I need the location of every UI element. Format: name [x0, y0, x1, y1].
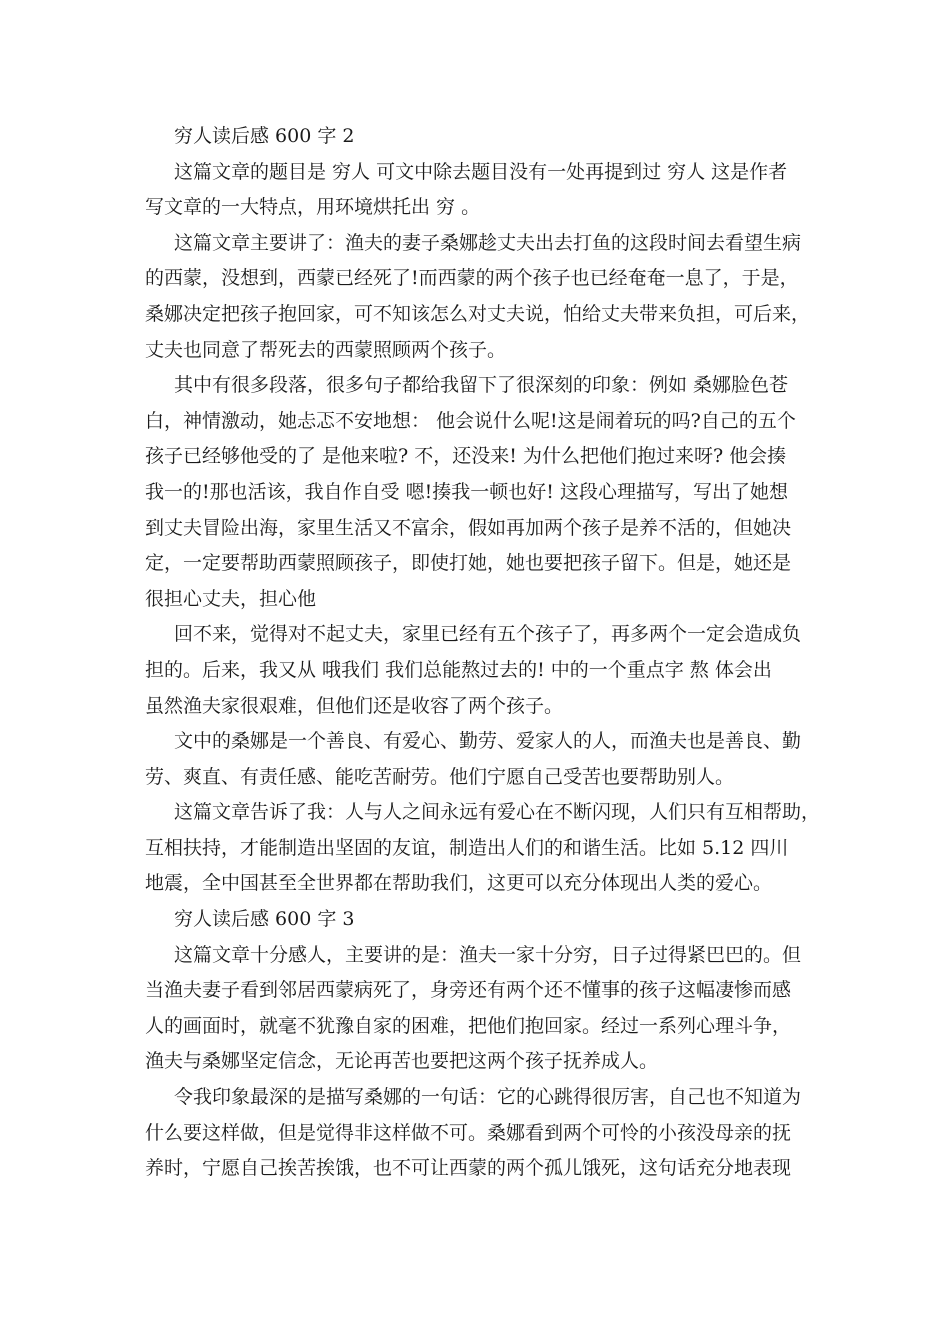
text-line: 什么要这样做，但是觉得非这样做不可。桑娜看到两个可怜的小孩没母亲的抚 — [145, 1121, 792, 1144]
text-line: 孩子已经够他受的了 是他来啦? 不，还没来! 为什么把他们抱过来呀? 他会揍 — [145, 445, 787, 468]
text-line: 地震，全中国甚至全世界都在帮助我们，这更可以充分体现出人类的爱心。 — [145, 872, 773, 895]
text-line: 丈夫也同意了帮死去的西蒙照顾两个孩子。 — [145, 338, 507, 361]
text-line: 担的。后来，我又从 哦我们 我们总能熬过去的! 中的一个重点字 熬 体会出 — [145, 658, 772, 681]
text-line: 的西蒙，没想到，西蒙已经死了!而西蒙的两个孩子也已经奄奄一息了，于是， — [145, 267, 799, 290]
text-line: 文中的桑娜是一个善良、有爱心、勤劳、爱家人的人，而渔夫也是善良、勤 — [174, 730, 802, 753]
text-line: 虽然渔夫家很艰难，但他们还是收容了两个孩子。 — [145, 694, 564, 717]
text-line: 很担心丈夫，担心他 — [145, 587, 317, 610]
text-line: 令我印象最深的是描写桑娜的一句话：它的心跳得很厉害，自己也不知道为 — [174, 1086, 802, 1109]
text-line: 这篇文章告诉了我：人与人之间永远有爱心在不断闪现，人们只有互相帮助， — [174, 801, 821, 824]
section-heading: 穷人读后感 600 字 2 — [174, 125, 355, 147]
text-line: 这篇文章十分感人，主要讲的是：渔夫一家十分穷，日子过得紧巴巴的。但 — [174, 943, 802, 966]
text-line: 其中有很多段落，很多句子都给我留下了很深刻的印象：例如 桑娜脸色苍 — [174, 374, 789, 397]
text-line: 到丈夫冒险出海，家里生活又不富余，假如再加两个孩子是养不活的，但她决 — [145, 516, 792, 539]
text-line: 定，一定要帮助西蒙照顾孩子，即使打她，她也要把孩子留下。但是，她还是 — [145, 552, 792, 575]
document-body — [145, 119, 821, 1187]
text-line: 养时，宁愿自己挨苦挨饿，也不可让西蒙的两个孤儿饿死，这句话充分地表现 — [145, 1157, 792, 1180]
text-line: 劳、爽直、有责任感、能吃苦耐劳。他们宁愿自己受苦也要帮助别人。 — [145, 765, 735, 788]
text-line: 人的画面时，就毫不犹豫自家的困难，把他们抱回家。经过一系列心理斗争， — [145, 1014, 792, 1037]
text-line: 我一的!那也活该，我自作自受 嗯!揍我一顿也好! 这段心理描写，写出了她想 — [145, 480, 788, 503]
text-line: 这篇文章主要讲了：渔夫的妻子桑娜趁丈夫出去打鱼的这段时间去看望生病 — [174, 231, 802, 254]
text-line: 这篇文章的题目是 穷人 可文中除去题目没有一处再提到过 穷人 这是作者 — [174, 160, 788, 183]
text-line: 白，神情激动，她忐忑不安地想： 他会说什么呢!这是闹着玩的吗?自己的五个 — [145, 409, 796, 432]
section-heading: 穷人读后感 600 字 3 — [174, 908, 355, 931]
text-line: 回不来，觉得对不起丈夫，家里已经有五个孩子了，再多两个一定会造成负 — [174, 623, 802, 646]
text-line: 互相扶持，才能制造出坚固的友谊，制造出人们的和谐生活。比如 5.12 四川 — [145, 836, 789, 859]
text-line: 写文章的一大特点，用环境烘托出 穷 。 — [145, 196, 481, 219]
text-line: 渔夫与桑娜坚定信念，无论再苦也要把这两个孩子抚养成人。 — [145, 1050, 659, 1073]
text-line: 桑娜决定把孩子抱回家，可不知该怎么对丈夫说，怕给丈夫带来负担，可后来， — [145, 302, 811, 325]
text-line: 当渔夫妻子看到邻居西蒙病死了，身旁还有两个还不懂事的孩子这幅凄惨而感 — [145, 979, 792, 1002]
